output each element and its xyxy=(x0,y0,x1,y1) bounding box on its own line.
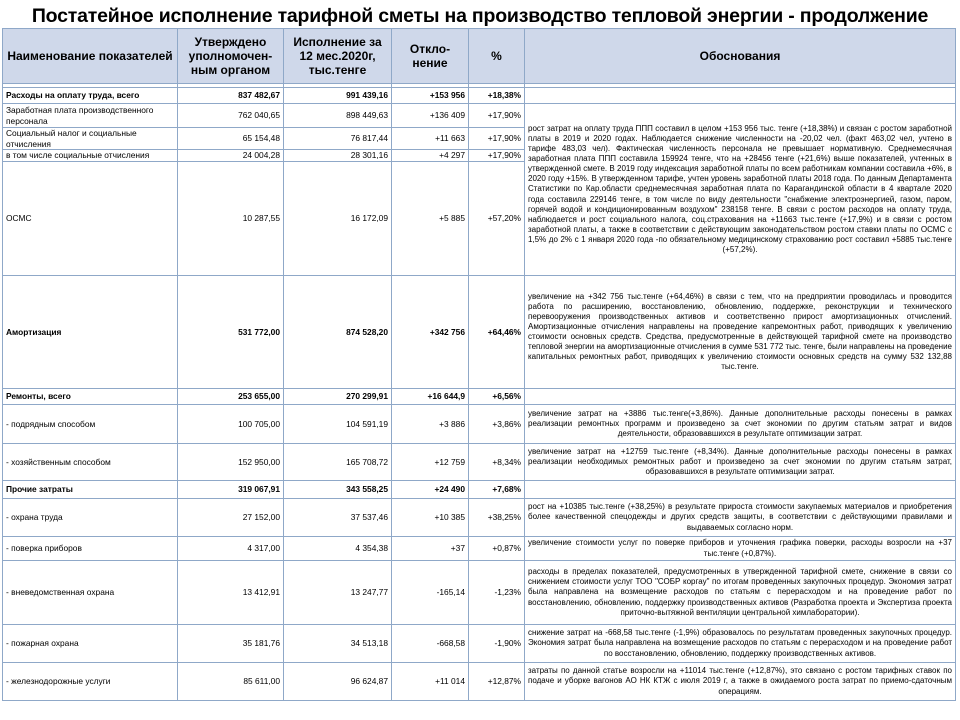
fire-justification: снижение затрат на -668,58 тыс.тенге (-1,9%) образовалось по результатам проведенных закупочных процедур. Экономия затрат была направлена на возмещение расходов по статьям с перерасходом и на проведение работ по восстановлению, обновлению, поддержку производственных активов. xyxy=(525,625,956,663)
header-percent: % xyxy=(469,29,525,84)
header-approved: Утверждено уполномочен-ным органом xyxy=(178,29,284,84)
row-approved: 13 412,91 xyxy=(178,561,284,625)
row-name: Амортизация xyxy=(3,276,178,389)
row-approved: 4 317,00 xyxy=(178,537,284,561)
row-approved: 10 287,55 xyxy=(178,162,284,276)
table-row xyxy=(3,104,956,128)
row-deviation: +136 409 xyxy=(392,104,469,128)
row-percent: +3,86% xyxy=(469,405,525,444)
row-deviation: +4 297 xyxy=(392,150,469,162)
row-name: Прочие затраты xyxy=(3,481,178,499)
row-actual: 34 513,18 xyxy=(284,625,392,663)
table-row xyxy=(3,561,956,625)
row-name: Ремонты, всего xyxy=(3,389,178,405)
row-deviation: +342 756 xyxy=(392,276,469,389)
row-name: Заработная плата производственного персонала xyxy=(3,104,178,128)
row-approved: 152 950,00 xyxy=(178,444,284,481)
row-name: - охрана труда xyxy=(3,499,178,537)
row-actual: 4 354,38 xyxy=(284,537,392,561)
table-row xyxy=(3,88,956,104)
row-percent: +64,46% xyxy=(469,276,525,389)
row-approved: 24 004,28 xyxy=(178,150,284,162)
row-deviation: +5 885 xyxy=(392,162,469,276)
table-row xyxy=(3,276,956,389)
row-percent: -1,23% xyxy=(469,561,525,625)
row-justification xyxy=(525,389,956,405)
row-deviation: +10 385 xyxy=(392,499,469,537)
row-approved: 27 152,00 xyxy=(178,499,284,537)
contract-repair-justification: увеличение затрат на +3886 тыс.тенге(+3,86%). Данные дополнительные расходы понесены в рамках реализации ремонтных программ и произведено за счет экономии по другим статьям затрат и видов деятельности, образовавшихся в результате оптимизации затрат. xyxy=(525,405,956,444)
row-approved: 837 482,67 xyxy=(178,88,284,104)
row-percent: -1,90% xyxy=(469,625,525,663)
table-row xyxy=(3,537,956,561)
row-justification xyxy=(525,88,956,104)
row-approved: 762 040,65 xyxy=(178,104,284,128)
row-deviation: +16 644,9 xyxy=(392,389,469,405)
table-row xyxy=(3,481,956,499)
security-justification: расходы в пределах показателей, предусмотренных в утвержденной тарифной смете, снижение в связи со снижением стоимости услуг ТОО "СОБР коргау" по итогам проведенных закупочных процедур. Экономия затрат была направлена на возмещение расходов по статьям с перерасходом и на проведение работ по восстановлению, обновлению, поддержку производственных активов (Разработка проекта и Экспертиза проекта приточно-вытяжной вентиляции центральной химлаборатории). xyxy=(525,561,956,625)
row-approved: 85 611,00 xyxy=(178,663,284,701)
row-name: Расходы на оплату труда, всего xyxy=(3,88,178,104)
railway-justification: затраты по данной статье возросли на +11014 тыс.тенге (+12,87%), это связано с ростом тарифных ставок по подаче и уборке вагонов АО НК КТЖ с июля 2019 г, а также в ожидаемого роста затрат по приемо-сдаточным операциям. xyxy=(525,663,956,701)
header-actual: Исполнение за 12 мес.2020г, тыс.тенге xyxy=(284,29,392,84)
row-actual: 991 439,16 xyxy=(284,88,392,104)
row-actual: 874 528,20 xyxy=(284,276,392,389)
row-approved: 100 705,00 xyxy=(178,405,284,444)
header-deviation: Откло-нение xyxy=(392,29,469,84)
row-actual: 270 299,91 xyxy=(284,389,392,405)
row-deviation: +12 759 xyxy=(392,444,469,481)
row-deviation: +3 886 xyxy=(392,405,469,444)
header-name: Наименование показателей xyxy=(3,29,178,84)
row-approved: 35 181,76 xyxy=(178,625,284,663)
row-approved: 253 655,00 xyxy=(178,389,284,405)
page-title: Постатейное исполнение тарифной сметы на производство тепловой энергии - продолжение xyxy=(31,5,929,27)
row-percent: +7,68% xyxy=(469,481,525,499)
row-actual: 898 449,63 xyxy=(284,104,392,128)
row-approved: 531 772,00 xyxy=(178,276,284,389)
row-deviation: +37 xyxy=(392,537,469,561)
row-deviation: -668,58 xyxy=(392,625,469,663)
labor-justification: рост затрат на оплату труда ППП составил в целом +153 956 тыс. тенге (+18,38%) и связан с ростом заработной платы в 2019 и 2020 годах. Наблюдается снижение численности на -20,02 чел. (факт 463,02 чел, учтено в тарифе 483,03 чел). Фактическая численность персонала не превышает нормативную. Среднемесячная заработная плата ППП составила 159924 тенге, что на +28456 тенге (+21,6%) выше показателей, учтенных в утвержденной смете. В 2019 году индексация заработной платы по всем работникам компании составила +6%, в 2020 году +15%. В утвержденном тарифе, учтен уровень заработной платы 2018 года. По данным Департамента Статистики по Кар.области среднемесячная заработная плата по Карагандинской области в 4 квартале 2020 года составила 229146 тенге, в том числе по виду деятельности "снабжение электроэнергией, газом, паром, горячей водой и кондиционированным воздухом" 238158 тенге. В связи с ростом расходов на оплату труда, наблюдается и рост социального налога, соц.страхования на +11663 тыс.тенге (+17,9%) и в связи с ростом заработной платы, а также в соответствии с действующим законодательством ростом ставки платы по ОСМС с 1,5% до 2% с 1 января 2020 года -по обязательному медицинскому страхованию рост составил +5885 тыс.тенге (+57,2%). xyxy=(525,104,956,276)
row-percent: +6,56% xyxy=(469,389,525,405)
row-approved: 65 154,48 xyxy=(178,128,284,150)
row-actual: 165 708,72 xyxy=(284,444,392,481)
row-actual: 28 301,16 xyxy=(284,150,392,162)
table-header-row xyxy=(3,29,956,84)
row-name: - поверка приборов xyxy=(3,537,178,561)
table-row xyxy=(3,499,956,537)
inhouse-repair-justification: увеличение затрат на +12759 тыс.тенге (+8,34%). Данные дополнительные расходы понесены в рамках реализации необходимых ремонтных работ и произведено за счет экономии по другим статьям затрат, образовавшихся в результате оптимизации затрат. xyxy=(525,444,956,481)
table-row xyxy=(3,625,956,663)
row-name: Социальный налог и социальные отчисления xyxy=(3,128,178,150)
row-name: - подрядным способом xyxy=(3,405,178,444)
amortization-justification: увеличение на +342 756 тыс.тенге (+64,46%) в связи с тем, что на предприятии проводилась и проводится работа по расширению, восстановлению, обновлению, поддержке, реконструкции и технического перевооружения производственных активов и соответственно прирост амортизационных отчислений. Амортизационные отчисления направлены на проведение капремонтных работ, приводящих к увеличению стоимости основных средств. Средства, предусмотренные в действующей тарифной смете на производство тепловой энергии на амортизационные отчисления в сумме 531 772 тыс. тенге, были направлены на проведение капитальных ремонтных работ, приводящих к увеличению стоимости основных средств на сумму 532 132,88 тыс.тенге. xyxy=(525,276,956,389)
row-actual: 37 537,46 xyxy=(284,499,392,537)
row-percent: +0,87% xyxy=(469,537,525,561)
row-approved: 319 067,91 xyxy=(178,481,284,499)
calibration-justification: увеличение стоимости услуг по поверке приборов и уточнения графика поверки, расходы возросли на +37 тыс.тенге (+0,87%). xyxy=(525,537,956,561)
table-row xyxy=(3,444,956,481)
row-actual: 343 558,25 xyxy=(284,481,392,499)
table-row xyxy=(3,389,956,405)
row-actual: 13 247,77 xyxy=(284,561,392,625)
row-percent: +17,90% xyxy=(469,104,525,128)
row-deviation: +153 956 xyxy=(392,88,469,104)
row-percent: +18,38% xyxy=(469,88,525,104)
row-percent: +8,34% xyxy=(469,444,525,481)
row-actual: 96 624,87 xyxy=(284,663,392,701)
row-justification xyxy=(525,481,956,499)
row-name: - вневедомственная охрана xyxy=(3,561,178,625)
header-justification: Обоснования xyxy=(525,29,956,84)
row-name: - железнодорожные услуги xyxy=(3,663,178,701)
row-deviation: -165,14 xyxy=(392,561,469,625)
row-name: - пожарная охрана xyxy=(3,625,178,663)
row-percent: +12,87% xyxy=(469,663,525,701)
safety-justification: рост на +10385 тыс.тенге (+38,25%) в результате прироста стоимости закупаемых материалов и приобретения более качественной спецодежды и других средств защиты, в соответствии с действующими правилами и выдаваемых согласно норм. xyxy=(525,499,956,537)
row-percent: +17,90% xyxy=(469,150,525,162)
row-name: - хозяйственным способом xyxy=(3,444,178,481)
row-deviation: +11 663 xyxy=(392,128,469,150)
row-deviation: +24 490 xyxy=(392,481,469,499)
table-row xyxy=(3,663,956,701)
row-percent: +17,90% xyxy=(469,128,525,150)
row-deviation: +11 014 xyxy=(392,663,469,701)
tariff-execution-table xyxy=(2,28,956,701)
row-percent: +38,25% xyxy=(469,499,525,537)
row-percent: +57,20% xyxy=(469,162,525,276)
row-name: ОСМС xyxy=(3,162,178,276)
row-actual: 16 172,09 xyxy=(284,162,392,276)
row-actual: 76 817,44 xyxy=(284,128,392,150)
row-name: в том числе социальные отчисления xyxy=(3,150,178,162)
row-actual: 104 591,19 xyxy=(284,405,392,444)
table-row xyxy=(3,405,956,444)
